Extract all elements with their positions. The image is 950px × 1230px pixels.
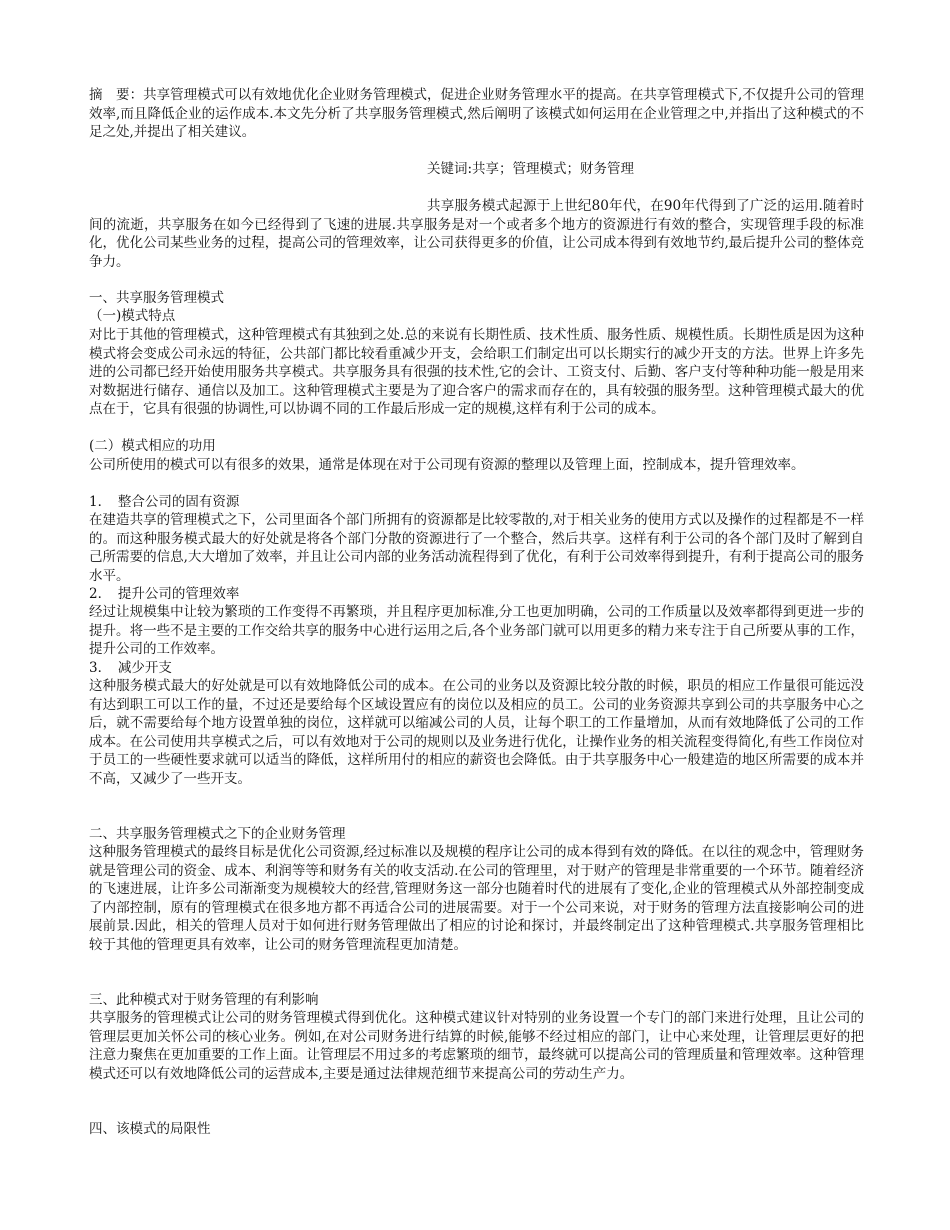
- item-1-text: 在建造共享的管理模式之下，公司里面各个部门所拥有的资源都是比较零散的,对于相关业务的使用方式以及操作的过程都是不一样的。而这种服务模式最大的好处就是将各个部门分散的资源进行了一个整合，然后共享。这样有利于公司的各个部门及时了解到自己所需要的信息,大大增加了效率，并且让公司内部的业务活动流程得到了优化，有利于公司效率得到提升，有利于提高公司的服务水平。: [89, 512, 864, 584]
- subsection-1-text: 对比于其他的管理模式，这种管理模式有其独到之处.总的来说有长期性质、技术性质、服务性质、规模性质。长期性质是因为这种模式将会变成公司永远的特征，公共部门都比较看重减少开支，会给职工们制定出可以长期实行的减少开支的方法。世界上许多先进的公司都已经开始使用服务共享模式。共享服务具有很强的技术性,它的会计、工资支付、后勤、客户支付等种种功能一般是用来对数据进行储存、通信以及加工。这种管理模式主要是为了迎合客户的需求而存在的，具有较强的服务型。这种管理模式最大的优点在于，它具有很强的协调性,可以协调不同的工作最后形成一定的规模,这样有利于公司的成本。: [89, 327, 864, 417]
- subsection-2-heading: (二）模式相应的功用: [89, 438, 216, 454]
- section-4-heading: 四、该模式的局限性: [89, 1121, 211, 1137]
- section-3-text: 共享服务的管理模式让公司的财务管理模式得到优化。这种模式建议针对特别的业务设置一个专门的部门来进行处理，且让公司的管理层更加关怀公司的核心业务。例如,在对公司财务进行结算的时候,能够不经过相应的部门，让中心来处理，让管理层更好的把注意力聚焦在更加重要的工作上面。让管理层不用过多的考虑繁琐的细节，最终就可以提高公司的管理质量和管理效率。这种管理模式还可以有效地降低公司的运营成本,主要是通过法律规范细节来提高公司的劳动生产力。: [89, 1010, 864, 1082]
- item-2-heading: 2． 提升公司的管理效率: [89, 586, 240, 602]
- section-1-heading: 一、共享服务管理模式: [89, 290, 224, 306]
- item-3-text: 这种服务模式最大的好处就是可以有效地降低公司的成本。在公司的业务以及资源比较分散的时候，职员的相应工作量很可能远没有达到职工可以工作的量，不过还是要给每个区域设置应有的岗位以及相应的员工。公司的业务资源共享到公司的共享服务中心之后，就不需要给每个地方设置单独的岗位，这样就可以缩减公司的人员，让每个职工的工作量增加，从而有效地降低了公司的工作成本。在公司使用共享模式之后，可以有效地对于公司的规则以及业务进行优化，让操作业务的相关流程变得简化,有些工作岗位对于员工的一些硬性要求就可以适当的降低，这样所用付的相应的薪资也会降低。由于共享服务中心一般建造的地区所需要的成本并不高，又减少了一些开支。: [89, 678, 864, 787]
- section-2-heading: 二、共享服务管理模式之下的企业财务管理: [89, 826, 346, 842]
- abstract: 摘 要：共享管理模式可以有效地优化企业财务管理模式，促进企业财务管理水平的提高。在共享管理模式下,不仅提升公司的管理效率,而且降低企业的运作成本.本文先分析了共享服务管理模式,然后阐明了该模式如何运用在企业管理之中,并指出了这种模式的不足之处,并提出了相关建议。: [89, 87, 864, 140]
- subsection-2-text: 公司所使用的模式可以有很多的效果，通常是体现在对于公司现有资源的整理以及管理上面，控制成本，提升管理效率。: [89, 457, 805, 473]
- keywords: 关键词:共享；管理模式；财务管理: [427, 161, 635, 177]
- item-1-heading: 1． 整合公司的固有资源: [89, 494, 240, 510]
- intro-paragraph: 共享服务模式起源于上世纪80年代，在90年代得到了广泛的运用.随着时间的流逝，共享服务在如今已经得到了飞速的进展.共享服务是对一个或者多个地方的资源进行有效的整合，实现管理手段的标准化，优化公司某些业务的过程，提高公司的管理效率，让公司获得更多的价值，让公司成本得到有效地节约,最后提升公司的整体竞争力。: [89, 198, 864, 270]
- subsection-1-heading: （一)模式特点: [89, 308, 176, 324]
- section-3-heading: 三、此种模式对于财务管理的有利影响: [89, 992, 319, 1008]
- item-3-heading: 3． 减少开支: [89, 660, 172, 676]
- item-2-text: 经过让规模集中让较为繁琐的工作变得不再繁琐，并且程序更加标准,分工也更加明确，公司的工作质量以及效率都得到更进一步的提升。将一些不是主要的工作交给共享的服务中心进行运用之后,各个业务部门就可以用更多的精力来专注于自己所要从事的工作，提升公司的工作效率。: [89, 604, 864, 657]
- section-2-text: 这种服务管理模式的最终目标是优化公司资源,经过标准以及规模的程序让公司的成本得到有效的降低。在以往的观念中，管理财务就是管理公司的资金、成本、利润等等和财务有关的收支活动.在公司的管理里，对于财产的管理是非常重要的一个环节。随着经济的飞速进展，让许多公司渐渐变为规模较大的经营,管理财务这一部分也随着时代的进展有了变化,企业的管理模式从外部控制变成了内部控制，原有的管理模式在很多地方都不再适合公司的进展需要。对于一个公司来说，对于财务的管理方法直接影响公司的进展前景.因此，相关的管理人员对于如何进行财务管理做出了相应的讨论和探讨，并最终制定出了这种管理模式.共享服务管理相比较于其他的管理更具有效率，让公司的财务管理流程更加清楚。: [89, 844, 864, 953]
